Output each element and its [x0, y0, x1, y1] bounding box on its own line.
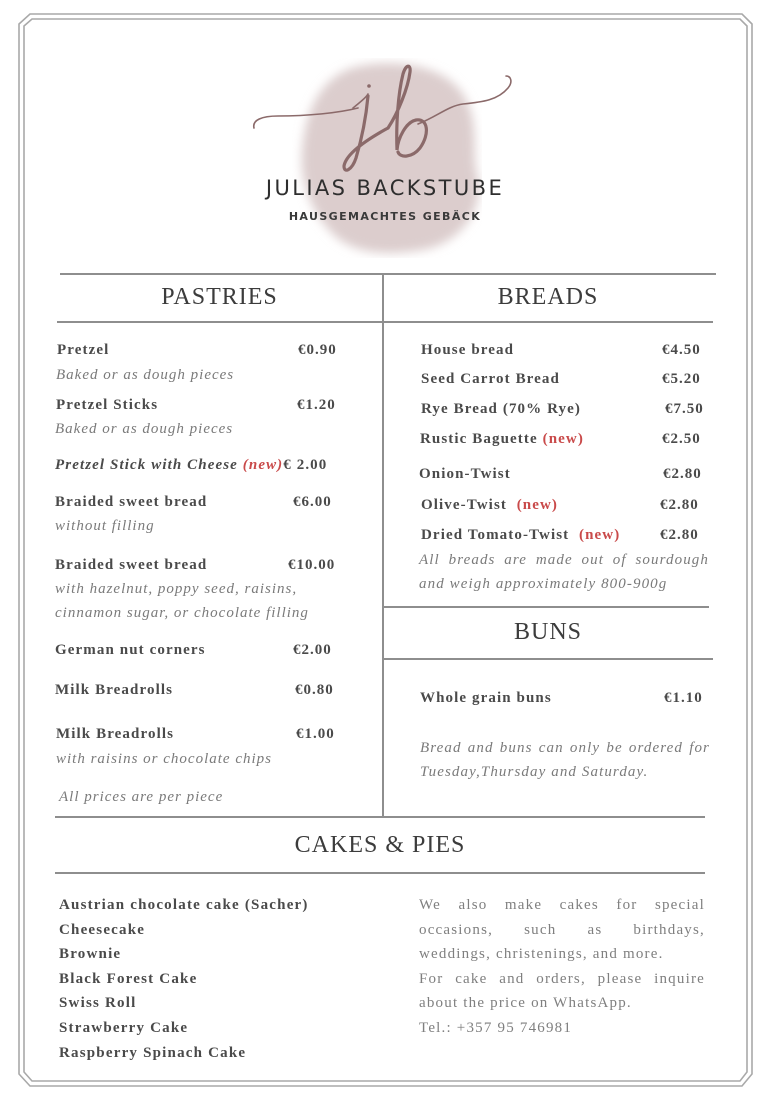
menu-item-name — [55, 457, 327, 474]
menu-item-price: €2.50 — [662, 431, 701, 447]
menu-item-price: €1.00 — [296, 726, 335, 742]
buns-note — [420, 736, 710, 784]
menu-item-name: House bread — [421, 342, 515, 358]
menu-item-name-text: Pretzel Stick with Cheese — [55, 457, 238, 473]
divider-buns-header — [383, 658, 713, 660]
cake-item: Swiss Roll — [59, 995, 137, 1012]
section-title-buns: BUNS — [513, 619, 583, 645]
brand-name: JULIAS BACKSTUBE — [265, 176, 505, 200]
menu-item-desc: with raisins or chocolate chips — [56, 751, 272, 767]
menu-item-name: Seed Carrot Bread — [421, 371, 560, 387]
buns-note-line2: Tuesday,Thursday and Saturday. — [420, 764, 649, 780]
menu-item-price: €2.80 — [660, 527, 699, 543]
menu-item-name — [420, 431, 584, 448]
cakes-info-line: We also make cakes for special — [419, 897, 705, 913]
menu-item-name: German nut corners — [55, 642, 206, 658]
menu-item-price: €5.20 — [662, 371, 701, 387]
cake-item: Black Forest Cake — [59, 970, 198, 987]
cake-item: Raspberry Spinach Cake — [59, 1044, 247, 1061]
breads-note-line1: All breads are made out of sourdough — [419, 552, 709, 568]
contact-phone: Tel.: +357 95 746981 — [419, 1019, 573, 1036]
menu-item-name: Pretzel Sticks — [56, 397, 159, 413]
menu-item-price: €1.10 — [664, 690, 703, 706]
divider-cakes-top — [55, 816, 705, 818]
new-badge: (new) — [542, 431, 584, 447]
section-title-breads: BREADS — [497, 284, 599, 310]
divider-buns-top — [383, 606, 709, 608]
menu-item-price: €2.80 — [663, 466, 702, 482]
divider-breads-header — [383, 321, 713, 323]
cakes-info-line: about the price on WhatsApp. — [419, 995, 632, 1011]
menu-item-name: Whole grain buns — [420, 690, 552, 706]
breads-note-line2: and weigh approximately 800-900g — [419, 576, 668, 592]
menu-item-desc: cinnamon sugar, or chocolate filling — [55, 605, 309, 621]
menu-item-price: €7.50 — [665, 401, 704, 417]
menu-item-price: €6.00 — [293, 494, 332, 510]
menu-item-price: € 2.00 — [283, 457, 328, 473]
new-badge: (new) — [578, 527, 621, 543]
menu-item-desc: with hazelnut, poppy seed, raisins, — [55, 581, 298, 597]
cake-item: Strawberry Cake — [59, 1019, 189, 1036]
cake-item: Cheesecake — [59, 921, 146, 938]
menu-item-desc: Baked or as dough pieces — [55, 421, 234, 437]
divider-pastries-header — [57, 321, 382, 323]
menu-item-name: Braided sweet bread — [55, 494, 208, 510]
menu-item-name: Milk Breadrolls — [55, 682, 174, 698]
menu-item-name — [421, 527, 620, 544]
menu-item-name: Rye Bread (70% Rye) — [421, 401, 581, 417]
menu-item-name: Pretzel — [57, 342, 110, 358]
menu-item-name-text: Rustic Baguette — [420, 431, 538, 447]
menu-item-name-text: Olive-Twist — [421, 497, 507, 513]
divider-cakes-header — [55, 872, 705, 874]
cakes-info-line: weddings, christenings, and more. — [419, 946, 664, 962]
brand-tagline: HAUSGEMACHTES GEBÄCK — [288, 210, 482, 223]
buns-note-line1: Bread and buns can only be ordered for — [420, 740, 710, 756]
menu-item-price: €0.80 — [295, 682, 334, 698]
menu-item-price: €2.80 — [660, 497, 699, 513]
section-title-pastries: PASTRIES — [161, 284, 278, 310]
menu-item-price: €1.20 — [297, 397, 336, 413]
menu-item-price: €10.00 — [288, 557, 336, 573]
new-badge: (new) — [242, 457, 284, 473]
cake-item: Brownie — [59, 946, 122, 963]
menu-item-name — [421, 497, 558, 514]
breads-note — [419, 548, 709, 596]
cakes-info — [419, 893, 705, 1040]
column-divider — [382, 273, 384, 818]
cakes-info-line: For cake and orders, please inquire — [419, 970, 705, 987]
divider-top — [60, 273, 716, 275]
cakes-info-line: occasions, such as birthdays, — [419, 921, 705, 938]
menu-item-name: Onion-Twist — [419, 466, 511, 482]
menu-item-price: €2.00 — [293, 642, 332, 658]
menu-item-desc: without filling — [55, 518, 155, 534]
cakes-list — [59, 893, 309, 1065]
menu-item-name-text: Dried Tomato-Twist — [421, 527, 570, 543]
menu-item-name: Braided sweet bread — [55, 557, 208, 573]
menu-item-price: €4.50 — [662, 342, 701, 358]
cake-item: Austrian chocolate cake (Sacher) — [59, 897, 309, 913]
menu-item-price: €0.90 — [298, 342, 337, 358]
new-badge: (new) — [516, 497, 559, 513]
jb-monogram-icon — [248, 58, 523, 178]
menu-item-name: Milk Breadrolls — [56, 726, 175, 742]
menu-item-desc: Baked or as dough pieces — [56, 367, 235, 383]
section-title-cakes: CAKES & PIES — [294, 832, 466, 858]
pastries-note: All prices are per piece — [59, 789, 224, 805]
